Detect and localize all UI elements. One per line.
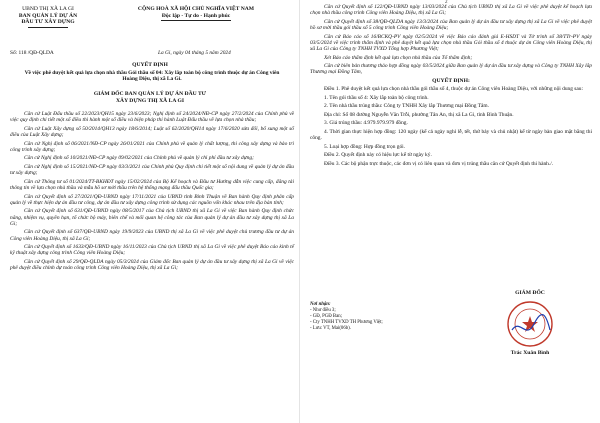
place-date: La Gi, ngày 04 tháng 5 năm 2024 — [158, 50, 231, 56]
legal-basis-paragraph: Căn cứ Nghị định số 15/2021/NĐ-CP ngày 03/3/2021 của Chính phủ Quy định chi tiết một số nội dung về quản lý dự án đầu tư xây dựng; — [10, 163, 294, 177]
article-1-item: 2. Tên nhà thầu trúng thầu: Công ty TNHH Xây lắp Thương mại Đồng Tâm. — [324, 103, 489, 110]
legal-basis-paragraph: Căn cứ Quyết định số 1633/QĐ-UBND ngày 16/11/2023 của Chủ tịch UBND thị xã La Gi về việc phê duyệt Báo cáo kinh tế kỹ thuật xây dựng công trình Công viên Hoàng Diệu; — [10, 244, 294, 257]
decision-heading: QUYẾT ĐỊNH: — [432, 77, 470, 84]
agency-underline — [28, 27, 68, 28]
recipient-item: - Như điều 3; — [310, 308, 336, 313]
article-2: Điều 2. Quyết định này có hiệu lực kể từ ngày ký. — [324, 152, 432, 159]
official-seal — [506, 300, 554, 348]
signer-name: Trác Xuân Bình — [510, 350, 550, 356]
legal-basis-paragraph: Căn cứ Quyết định số 38/QĐ-QLDA ngày 13/3/2024 của Ban quản lý dự án đầu tư xây dựng thị xã La Gi về việc phê duyệt hồ sơ mời thầu gói thầu số 5 công trình Công viên Hoàng Diệu; — [310, 18, 592, 31]
legal-basis-paragraph: Căn cứ Báo cáo số 16/BCKQ-PV ngày 02/5/2024 về việc Báo cáo đánh giá E-HSDT và Tờ trình số 38/TTr-PV ngày 03/5/2024 về việc trình thẩm định và phê duyệt kết quả lựa chọn nhà thầu Gói thầu số 4 thuộc dự án Công viên Hoàng Diệu, thị xã La Gi của Công ty TNHH TVXD Tổng hợp Phương Việt; — [310, 33, 592, 52]
legal-basis-paragraph: Căn cứ biên bản thương thảo hợp đồng ngày 03/5/2024 giữa Ban quản lý dự án đầu tư xây dựng và Công ty TNHH Xây lắp Thương mại Đồng Tâm, — [310, 63, 592, 76]
legal-basis-paragraph: Căn cứ Nghị định số 10/2021/NĐ-CP ngày 09/02/2021 của Chính phủ về quản lý chi phí đầu tư xây dựng; — [24, 155, 254, 162]
legal-basis-paragraph: Căn cứ Thông tư số 01/2024/TT-BKHĐT ngày 15/02/2024 của Bộ Kế hoạch và Đầu tư Hướng dẫn việc cung cấp, đăng tải thông tin về lựa chọn nhà thầu và mẫu hồ sơ mời thầu trên hệ thống mạng đấu thầu Quốc gia; — [10, 178, 294, 191]
recipient-item: - Cty TNHH TVXD TH Phương Việt; — [310, 320, 383, 325]
motto-underline — [161, 20, 231, 21]
motto: Độc lập - Tự do - Hạnh phúc — [161, 12, 231, 19]
national-header — [96, 6, 296, 21]
legal-basis-paragraph: Căn cứ Quyết định số 29/QĐ-QLDA ngày 05/3/2024 của Giám đốc Ban quản lý dự án đầu tư xây dựng thị xã La Gi về việc phê duyệt điều chỉnh dự toán công trình Công viên Hoàng Diệu, thị xã La Gi; — [10, 258, 294, 272]
agency-line-3: ĐẦU TƯ XÂY DỰNG — [21, 19, 75, 26]
recipients-block — [310, 302, 460, 332]
decision-body — [310, 4, 592, 170]
seal-stamp-icon — [506, 300, 554, 348]
recipient-item: - GĐ, PGĐ Ban; — [310, 314, 342, 319]
agency-line-1: UBND THỊ XÃ LA GI — [22, 6, 74, 12]
signer-title: GIÁM ĐỐC — [515, 290, 545, 296]
document-type: QUYẾT ĐỊNH — [132, 62, 168, 68]
legal-basis-paragraph: Căn cứ Luật Đấu thầu số 22/2023/QH15 ngày 23/6/2023; Nghị định số 24/2024/NĐ-CP ngày 27/2/2024 của Chính phủ về việc quy định chi tiết một số điều thi hành một số điều và biện pháp thi hành Luật Đấu thầu về lựa chọn nhà thầu; — [10, 111, 294, 124]
article-1-item: 3. Giá trúng thầu: 4.979.979.979 đồng. — [324, 120, 408, 127]
issuing-authority — [40, 91, 260, 105]
document-number: Số: 118 /QĐ-QLDA — [10, 50, 54, 56]
legal-basis-paragraph: Căn cứ Quyết định số 637/QĐ-UBND ngày 19/9/2023 của UBND thị xã La Gi về việc phê duyệt chủ trương đầu tư dự án Công viên Hoàng Diệu, thị xã La Gi; — [10, 229, 294, 242]
legal-basis-paragraph: Căn cứ Quyết định số 631/QĐ-UBND ngày 08/5/2017 của Chủ tịch UBND thị xã La Gi về việc Ban hành Quy định chức năng, nhiệm vụ, quyền hạn, tổ chức bộ máy, biên chế và mối quan hệ công tác của Ban quản lý dự án đầu tư xây dựng thị xã La Gi; — [10, 208, 294, 227]
document-subject: Về việc phê duyệt kết quả lựa chọn nhà thầu Gói thầu số 04: Xây lắp toàn bộ công trình thuộc dự án Công viên Hoàng Diệu, thị xã La Gi. — [24, 70, 280, 83]
authority-line-2: XÂY DỰNG THỊ XÃ LA GI — [115, 97, 184, 104]
issuing-agency — [6, 6, 90, 28]
authority-line-1: GIÁM ĐỐC BAN QUẢN LÝ DỰ ÁN ĐẦU TƯ — [93, 91, 207, 97]
legal-basis — [10, 111, 294, 274]
page-number: 2 — [445, 0, 448, 5]
legal-basis-paragraph: Xét Báo cáo thẩm định kết quả lựa chọn nhà thầu của Tổ thẩm định; — [324, 54, 473, 61]
signature-block — [470, 290, 590, 356]
legal-basis-paragraph: Căn cứ Quyết định số 27/2021/QĐ-UBND ngày 17/11/2021 của UBND tỉnh Bình Thuận về Ban hành Quy định phân cấp quản lý về thực hiện dự án đầu tư công, dự án đầu tư xây dựng công trình sử dụng các nguồn vốn khác nhau trên địa bàn tỉnh; — [10, 193, 294, 206]
article-1-item: Địa chỉ: Số 08 đường Nguyễn Văn Trỗi, phường Tân An, thị xã La Gi, tỉnh Bình Thuận. — [324, 111, 514, 118]
legal-basis-paragraph: Căn cứ Quyết định số 122/QĐ-UBND ngày 13/03/2024 của Chủ tịch UBND thị xã La Gi về việc phê duyệt kế hoạch lựa chọn nhà thầu công trình Công viên Hoàng Diệu, thị xã La Gi; — [310, 4, 592, 17]
document-page-2 — [300, 0, 600, 423]
article-1-item: 1. Tên gói thầu số 4: Xây lắp toàn bộ công trình. — [324, 94, 429, 101]
article-1-item: 5. Loại hợp đồng: Hợp đồng trọn gói. — [324, 143, 406, 150]
article-1-item: 4. Thời gian thực hiện hợp đồng: 120 ngày (kể cả ngày nghỉ lễ, tết, thứ bảy và chủ nhật) kể từ ngày bàn giao mặt bằng thi công. — [310, 128, 592, 142]
article-1: Điều 1. Phê duyệt kết quả lựa chọn nhà thầu gói thầu số 4, thuộc dự án Công viên Hoàng Diệu, với những nội dung sau: — [324, 85, 583, 92]
recipient-item: - Lưu: VT, Mai(06b). — [310, 326, 351, 331]
legal-basis-paragraph: Căn cứ Nghị định số 06/2021/NĐ-CP ngày 26/01/2021 của Chính phủ về quản lý chất lượng, thi công xây dựng và bảo trì công trình xây dựng; — [10, 140, 294, 153]
legal-basis-paragraph: Căn cứ Luật Xây dựng số 50/2014/QH13 ngày 18/6/2014; Luật số 62/2020/QH14 ngày 17/6/2020 sửa đổi, bổ sung một số điều của Luật Xây dựng; — [10, 125, 294, 138]
recipients-label: Nơi nhận: — [310, 302, 331, 307]
nation-title: CỘNG HOÀ XÃ HỘI CHỦ NGHĨA VIỆT NAM — [137, 6, 255, 12]
article-3: Điều 3. Các bộ phận trực thuộc, các đơn vị có liên quan và đơn vị trúng thầu căn cứ Quyết định thi hành./. — [324, 160, 554, 167]
agency-line-2: BAN QUẢN LÝ DỰ ÁN — [18, 12, 78, 19]
